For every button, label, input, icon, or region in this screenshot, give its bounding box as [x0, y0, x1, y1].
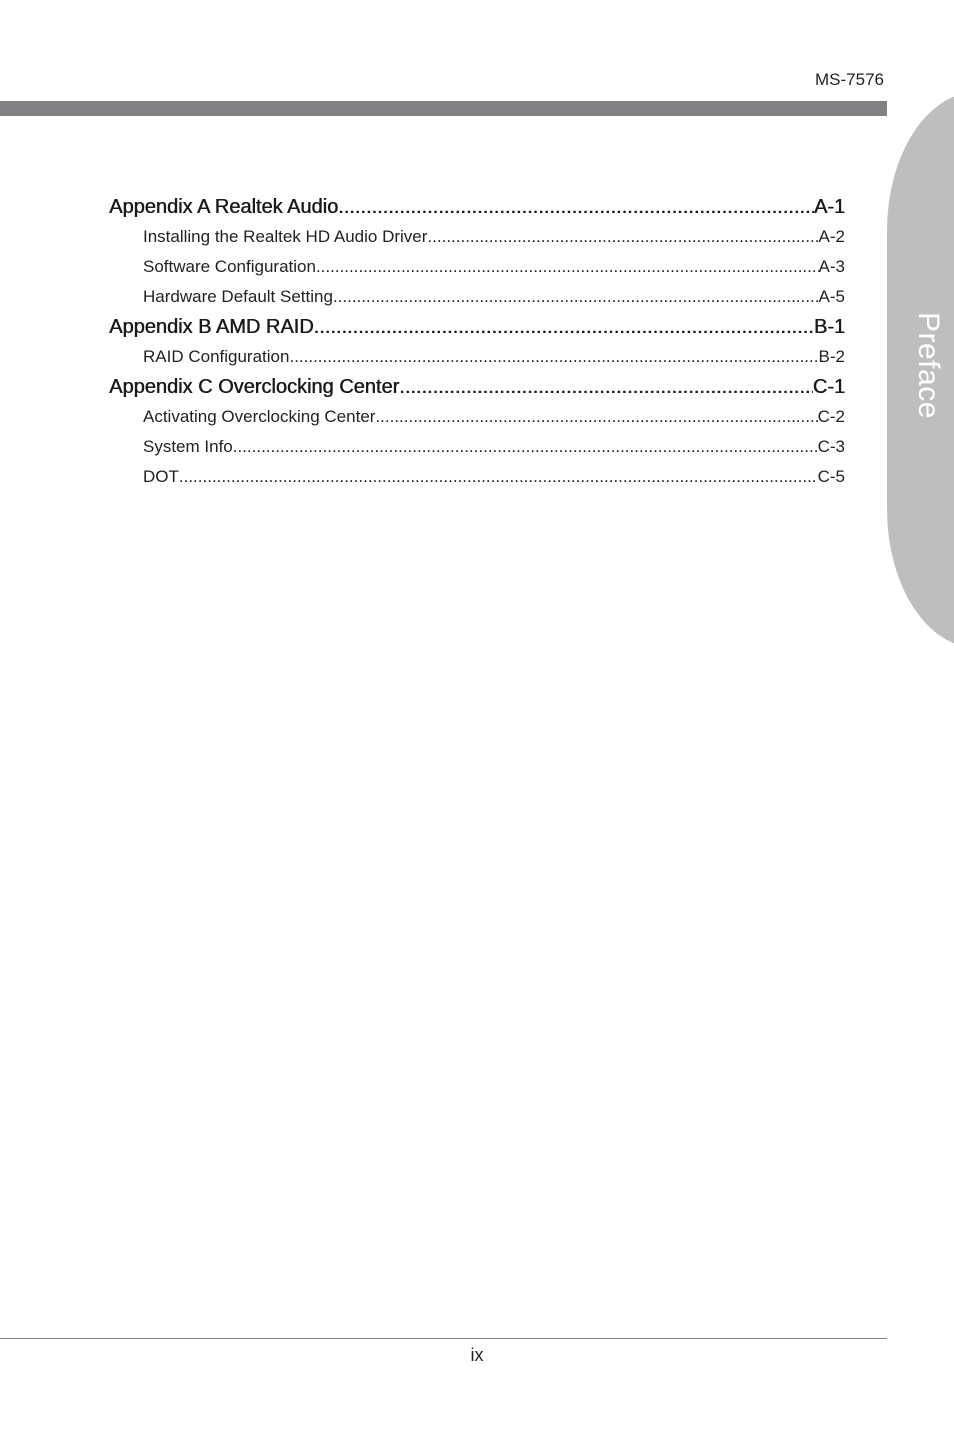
toc-entry-title: System Info	[143, 437, 233, 456]
toc-entry-title: RAID Configuration	[143, 347, 290, 366]
toc-entry-page: C-2	[817, 407, 845, 426]
toc-entry-page: C-3	[817, 437, 845, 456]
toc-entry-title: Activating Overclocking Center	[143, 407, 376, 426]
toc-entry-installing-realtek-driver[interactable]	[109, 222, 845, 252]
toc-leader	[375, 402, 817, 432]
toc-entry-title: Hardware Default Setting	[143, 287, 333, 306]
section-tab-label: Preface	[912, 312, 945, 419]
model-number: MS-7576	[815, 70, 884, 89]
toc-entry-raid-configuration[interactable]	[109, 342, 845, 372]
footer-rule	[0, 1338, 887, 1339]
toc-entry-dot[interactable]	[109, 462, 845, 492]
toc-entry-system-info[interactable]	[109, 432, 845, 462]
toc-entry-title: Software Configuration	[143, 257, 316, 276]
toc-leader	[289, 342, 818, 372]
toc-entry-page: C-5	[817, 467, 845, 486]
toc-leader	[179, 462, 818, 492]
toc-leader	[314, 312, 814, 342]
toc-entry-title: Installing the Realtek HD Audio Driver	[143, 227, 428, 246]
header-bar	[0, 101, 887, 116]
toc-leader	[333, 282, 819, 312]
page-number: ix	[470, 1345, 484, 1365]
table-of-contents	[109, 192, 845, 492]
toc-leader	[233, 432, 818, 462]
toc-entry-appendix-b[interactable]	[109, 312, 845, 342]
toc-entry-page: A-5	[818, 287, 845, 306]
toc-leader	[338, 192, 814, 222]
toc-leader	[427, 222, 818, 252]
toc-entry-page: B-1	[813, 316, 845, 338]
toc-leader	[399, 372, 813, 402]
toc-entry-hardware-default-setting[interactable]	[109, 282, 845, 312]
toc-entry-software-configuration[interactable]	[109, 252, 845, 282]
toc-entry-title: Appendix A Realtek Audio	[109, 196, 339, 218]
toc-entry-title: Appendix B AMD RAID	[109, 316, 314, 338]
toc-entry-page: B-2	[818, 347, 845, 366]
toc-entry-activating-overclocking-center[interactable]	[109, 402, 845, 432]
toc-entry-title: Appendix C Overclocking Center	[109, 376, 400, 398]
toc-entry-title: DOT	[143, 467, 179, 486]
toc-entry-page: A-2	[818, 227, 845, 246]
toc-entry-appendix-a[interactable]	[109, 192, 845, 222]
toc-entry-page: A-3	[818, 257, 845, 276]
toc-entry-page: C-1	[812, 376, 845, 398]
toc-entry-appendix-c[interactable]	[109, 372, 845, 402]
toc-entry-page: A-1	[813, 196, 845, 218]
toc-leader	[316, 252, 819, 282]
